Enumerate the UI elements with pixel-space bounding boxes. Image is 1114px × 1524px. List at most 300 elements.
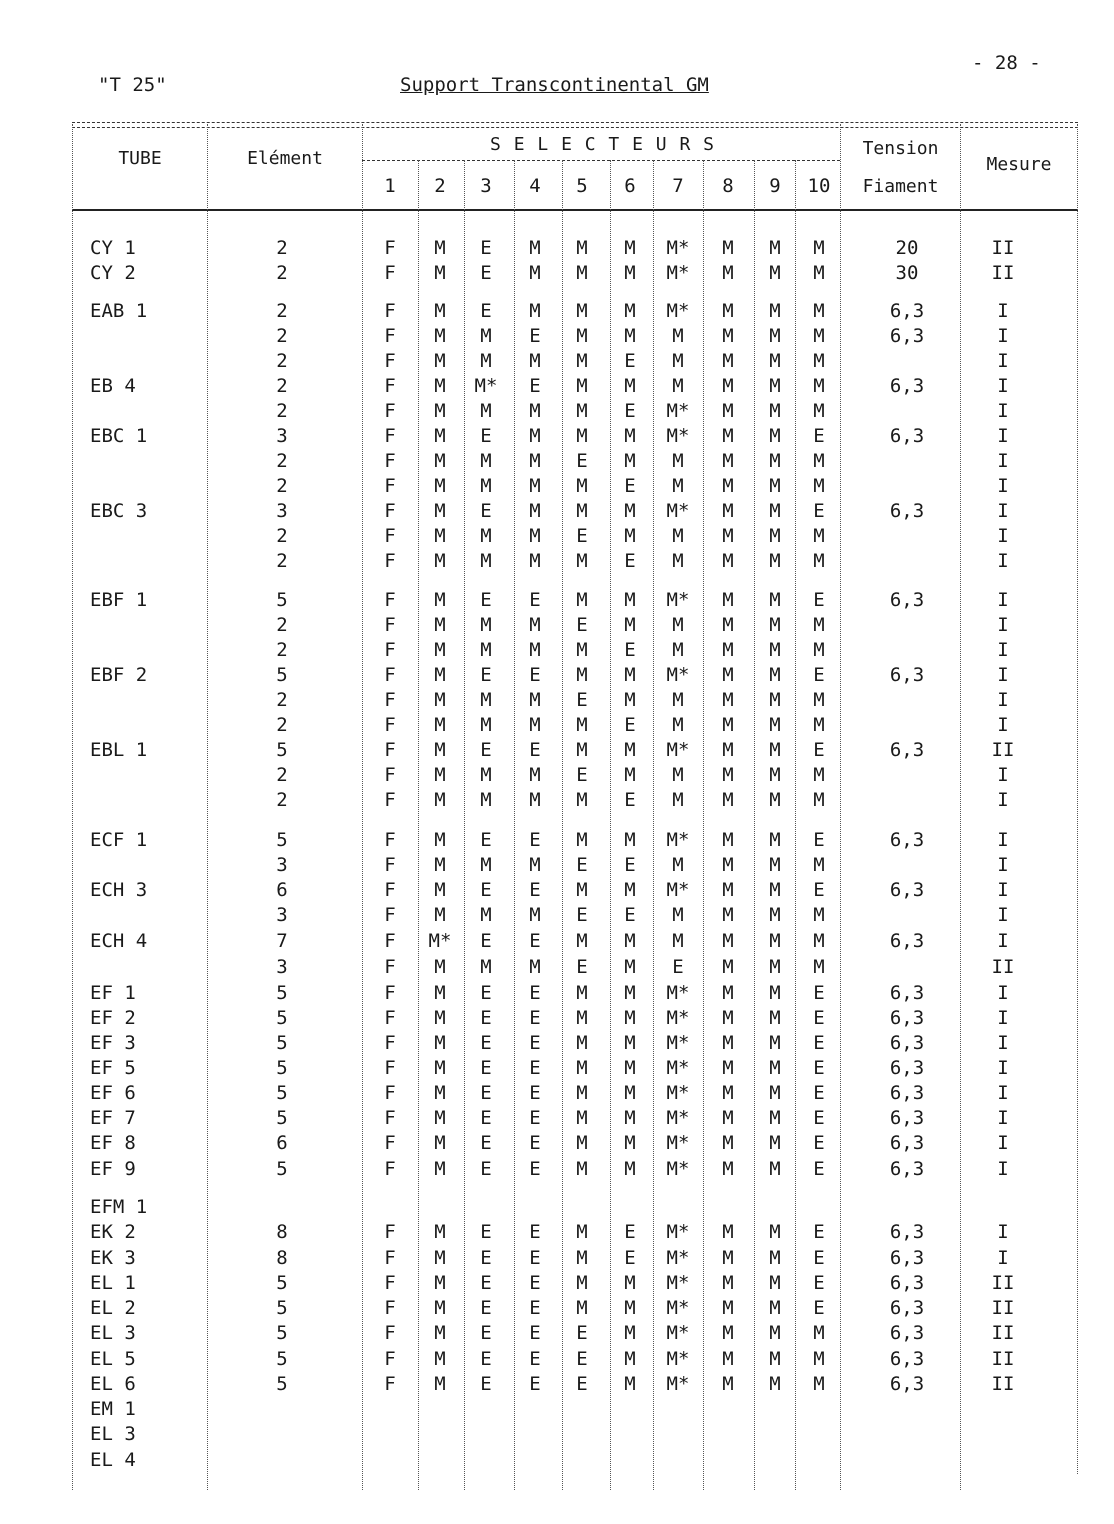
selector-cell: M <box>434 739 446 761</box>
element-cell: 2 <box>276 400 288 422</box>
selector-cell: M <box>722 450 734 472</box>
selector-cell: M <box>672 689 684 711</box>
selector-cell: M <box>624 664 636 686</box>
selector-cell: M* <box>666 1221 690 1243</box>
selector-cell: E <box>813 1272 825 1294</box>
table-row <box>0 1271 1114 1296</box>
element-cell: 5 <box>276 1158 288 1180</box>
selector-cell: M <box>434 1158 446 1180</box>
table-row <box>0 1081 1114 1106</box>
selector-cell: M <box>672 450 684 472</box>
selector-cell: E <box>813 739 825 761</box>
selector-cell: M <box>624 1032 636 1054</box>
tube-cell: EL 1 <box>90 1272 136 1294</box>
selector-cell: M <box>434 789 446 811</box>
selector-cell: M <box>529 262 541 284</box>
selector-cell: M <box>722 1132 734 1154</box>
selector-cell: M <box>769 1348 781 1370</box>
selector-cell: E <box>813 1132 825 1154</box>
selector-cell: M <box>434 1007 446 1029</box>
mesure-cell: II <box>991 1322 1015 1344</box>
selector-cell: M <box>434 262 446 284</box>
selector-cell: M <box>769 904 781 926</box>
selector-cell: M <box>434 614 446 636</box>
table-row <box>0 853 1114 878</box>
tube-cell: EF 1 <box>90 982 136 1004</box>
selector-cell: M <box>434 300 446 322</box>
header-bottom-rule <box>72 209 1078 211</box>
table-row <box>0 1006 1114 1031</box>
selector-cell: M* <box>666 500 690 522</box>
selector-cell: M <box>529 956 541 978</box>
selector-cell: E <box>576 614 588 636</box>
table-row <box>0 499 1114 524</box>
mesure-cell: I <box>997 525 1009 547</box>
selector-cell: M <box>624 739 636 761</box>
selector-cell: E <box>529 325 541 347</box>
selector-cell: M <box>722 829 734 851</box>
element-cell: 2 <box>276 237 288 259</box>
mesure-cell: I <box>997 854 1009 876</box>
selector-cell: M <box>769 589 781 611</box>
selector-cell: M <box>480 639 492 661</box>
selector-cell: E <box>576 904 588 926</box>
selector-cell: M <box>769 639 781 661</box>
mesure-cell: II <box>991 1297 1015 1319</box>
tension-cell: 20 <box>895 237 919 259</box>
mesure-cell: II <box>991 739 1015 761</box>
selector-cell: M <box>769 1132 781 1154</box>
tube-cell: EK 2 <box>90 1221 136 1243</box>
selector-cell: M <box>480 350 492 372</box>
selector-cell: E <box>529 1373 541 1395</box>
selector-cell: E <box>480 829 492 851</box>
selector-cell: E <box>813 1007 825 1029</box>
selector-cell: M <box>434 1297 446 1319</box>
selector-cell: M <box>769 325 781 347</box>
element-cell: 2 <box>276 764 288 786</box>
tube-cell: EL 3 <box>90 1423 136 1445</box>
selector-cell: M <box>434 237 446 259</box>
selector-cell: M <box>672 714 684 736</box>
selector-cell: M* <box>666 1297 690 1319</box>
selector-cell: M <box>813 475 825 497</box>
tension-cell: 6,3 <box>889 589 925 611</box>
tension-cell: 6,3 <box>889 930 925 952</box>
selector-cell: E <box>529 1322 541 1344</box>
selector-cell: F <box>384 930 396 952</box>
table-top-rule <box>72 122 1078 123</box>
selector-cell: E <box>480 1247 492 1269</box>
selector-cell: M <box>722 904 734 926</box>
tension-cell: 6,3 <box>889 739 925 761</box>
selector-cell: M <box>624 764 636 786</box>
table-row <box>0 903 1114 928</box>
selector-cell: M <box>769 1247 781 1269</box>
tube-cell: ECH 4 <box>90 930 148 952</box>
tension-cell: 6,3 <box>889 1158 925 1180</box>
mesure-cell: I <box>997 1057 1009 1079</box>
tube-cell: EF 5 <box>90 1057 136 1079</box>
selector-cell: M <box>769 525 781 547</box>
selector-cell: M <box>576 930 588 952</box>
selector-cell: M <box>722 400 734 422</box>
selector-cell: M <box>624 930 636 952</box>
table-row <box>0 1157 1114 1182</box>
selector-cell: M <box>529 639 541 661</box>
selector-cell: M <box>576 550 588 572</box>
selector-cell: E <box>529 1057 541 1079</box>
selector-cell: M <box>624 1272 636 1294</box>
selector-cell: F <box>384 525 396 547</box>
selector-cell: M <box>434 956 446 978</box>
selector-cell: E <box>813 1247 825 1269</box>
selector-cell: M <box>813 375 825 397</box>
selector-cell: M <box>769 1272 781 1294</box>
selector-cell: M <box>672 930 684 952</box>
selector-number: 8 <box>722 175 734 197</box>
selector-cell: M <box>722 1032 734 1054</box>
selector-cell: M* <box>666 589 690 611</box>
selector-cell: M <box>576 1007 588 1029</box>
selector-cell: E <box>529 739 541 761</box>
selector-cell: M <box>624 525 636 547</box>
selector-cell: F <box>384 350 396 372</box>
selector-cell: M <box>434 904 446 926</box>
table-row <box>0 1347 1114 1372</box>
selector-cell: M* <box>666 1272 690 1294</box>
tube-cell: CY 1 <box>90 237 136 259</box>
selector-cell: E <box>480 589 492 611</box>
selector-cell: F <box>384 1348 396 1370</box>
selector-cell: E <box>624 854 636 876</box>
tension-cell: 6,3 <box>889 1007 925 1029</box>
mesure-cell: I <box>997 450 1009 472</box>
selector-cell: M <box>624 1373 636 1395</box>
mesure-cell: I <box>997 639 1009 661</box>
table-row <box>0 955 1114 980</box>
selector-cell: M <box>672 904 684 926</box>
selector-cell: F <box>384 879 396 901</box>
table-row <box>0 1372 1114 1397</box>
mesure-cell: I <box>997 375 1009 397</box>
mesure-cell: II <box>991 237 1015 259</box>
mesure-cell: I <box>997 475 1009 497</box>
selector-cell: M* <box>666 1057 690 1079</box>
selector-number: 2 <box>434 175 446 197</box>
table-row <box>0 349 1114 374</box>
selector-cell: M <box>434 879 446 901</box>
selector-cell: E <box>813 1297 825 1319</box>
selector-cell: E <box>480 1322 492 1344</box>
selector-number: 7 <box>672 175 684 197</box>
tube-cell: EF 3 <box>90 1032 136 1054</box>
selector-cell: M* <box>666 739 690 761</box>
selector-cell: M <box>529 450 541 472</box>
selector-cell: M <box>624 1322 636 1344</box>
selector-cell: M <box>722 589 734 611</box>
selector-cell: E <box>480 1032 492 1054</box>
selector-cell: M <box>769 450 781 472</box>
selector-cell: M <box>722 325 734 347</box>
selector-cell: M* <box>428 930 452 952</box>
tension-cell: 6,3 <box>889 425 925 447</box>
selector-cell: M <box>624 879 636 901</box>
selector-cell: E <box>529 930 541 952</box>
selector-cell: M <box>813 689 825 711</box>
selector-cell: M <box>722 1373 734 1395</box>
table-row <box>0 424 1114 449</box>
selector-cell: E <box>529 1297 541 1319</box>
selector-cell: M <box>576 1272 588 1294</box>
selector-cell: M <box>769 425 781 447</box>
selector-cell: F <box>384 450 396 472</box>
selector-cell: E <box>529 1272 541 1294</box>
selector-cell: M <box>722 739 734 761</box>
element-cell: 3 <box>276 854 288 876</box>
selector-cell: M* <box>666 1348 690 1370</box>
tension-cell: 6,3 <box>889 829 925 851</box>
selector-cell: M <box>769 1032 781 1054</box>
selector-cell: M <box>624 300 636 322</box>
selector-cell: F <box>384 1107 396 1129</box>
selector-cell: E <box>480 1297 492 1319</box>
selector-cell: M <box>624 425 636 447</box>
selector-cell: E <box>813 982 825 1004</box>
selector-cell: F <box>384 1247 396 1269</box>
tension-cell: 6,3 <box>889 1272 925 1294</box>
tube-cell: EM 1 <box>90 1398 136 1420</box>
element-cell: 3 <box>276 500 288 522</box>
selector-cell: E <box>813 829 825 851</box>
selector-cell: M* <box>666 1032 690 1054</box>
tension-cell: 6,3 <box>889 1247 925 1269</box>
element-cell: 2 <box>276 614 288 636</box>
selector-cell: M <box>480 400 492 422</box>
selector-cell: M <box>722 982 734 1004</box>
table-row <box>0 1220 1114 1245</box>
selector-cell: E <box>624 475 636 497</box>
selector-cell: M <box>576 1057 588 1079</box>
selector-cell: M <box>434 1032 446 1054</box>
table-row <box>0 236 1114 261</box>
selector-cell: M <box>813 325 825 347</box>
selector-cell: E <box>813 1082 825 1104</box>
table-row <box>0 1321 1114 1346</box>
selector-cell: E <box>480 1158 492 1180</box>
element-cell: 2 <box>276 475 288 497</box>
selector-cell: M <box>722 475 734 497</box>
selector-cell: M <box>529 350 541 372</box>
selector-cell: M <box>576 639 588 661</box>
selector-cell: E <box>576 525 588 547</box>
element-cell: 5 <box>276 1322 288 1344</box>
mesure-cell: I <box>997 689 1009 711</box>
selector-cell: M <box>434 325 446 347</box>
document-reference: "T 25" <box>98 74 167 96</box>
table-row <box>0 738 1114 763</box>
selector-cell: M <box>529 689 541 711</box>
selector-cell: M <box>769 475 781 497</box>
selector-cell: M <box>434 1322 446 1344</box>
element-cell: 5 <box>276 1082 288 1104</box>
selector-cell: M <box>813 550 825 572</box>
selector-cell: M <box>624 614 636 636</box>
table-row <box>0 929 1114 954</box>
tube-cell: EF 9 <box>90 1158 136 1180</box>
selector-cell: M <box>769 764 781 786</box>
selecteurs-rule <box>362 160 840 161</box>
selector-cell: M <box>769 854 781 876</box>
mesure-cell: I <box>997 879 1009 901</box>
tube-cell: EF 6 <box>90 1082 136 1104</box>
tension-cell: 30 <box>895 262 919 284</box>
selector-cell: E <box>529 1082 541 1104</box>
selector-cell: F <box>384 714 396 736</box>
table-row <box>0 788 1114 813</box>
selector-cell: M <box>722 664 734 686</box>
tube-cell: EFM 1 <box>90 1196 148 1218</box>
selector-cell: M <box>529 475 541 497</box>
selector-cell: M <box>624 450 636 472</box>
selector-cell: M <box>576 400 588 422</box>
table-row <box>0 1448 1114 1473</box>
table-row <box>0 1246 1114 1271</box>
selector-cell: M <box>434 1057 446 1079</box>
selector-cell: M <box>769 400 781 422</box>
selector-cell: E <box>480 739 492 761</box>
selector-cell: M <box>672 614 684 636</box>
selector-cell: E <box>480 930 492 952</box>
selector-cell: M <box>480 956 492 978</box>
selector-cell: E <box>480 1272 492 1294</box>
mesure-cell: I <box>997 1107 1009 1129</box>
selector-cell: M <box>722 789 734 811</box>
mesure-cell: II <box>991 1348 1015 1370</box>
selector-cell: M <box>576 664 588 686</box>
table-row <box>0 588 1114 613</box>
selector-cell: F <box>384 1221 396 1243</box>
mesure-cell: I <box>997 350 1009 372</box>
element-cell: 2 <box>276 375 288 397</box>
selector-cell: M <box>576 425 588 447</box>
selector-cell: M <box>529 764 541 786</box>
selector-cell: E <box>624 1221 636 1243</box>
selector-cell: M <box>529 237 541 259</box>
selector-cell: M <box>529 400 541 422</box>
selector-cell: M* <box>666 1082 690 1104</box>
selector-cell: M <box>480 450 492 472</box>
selector-cell: F <box>384 237 396 259</box>
selector-cell: M <box>672 854 684 876</box>
selector-cell: F <box>384 500 396 522</box>
mesure-cell: I <box>997 1247 1009 1269</box>
selector-cell: M* <box>666 1007 690 1029</box>
selector-cell: M <box>813 450 825 472</box>
selector-cell: E <box>672 956 684 978</box>
element-cell: 2 <box>276 789 288 811</box>
selector-cell: M <box>769 375 781 397</box>
selector-cell: F <box>384 1322 396 1344</box>
mesure-cell: I <box>997 1032 1009 1054</box>
tube-cell: EL 5 <box>90 1348 136 1370</box>
selector-cell: M <box>769 664 781 686</box>
tube-cell: EAB 1 <box>90 300 148 322</box>
selector-cell: M <box>480 325 492 347</box>
selector-cell: M <box>813 854 825 876</box>
mesure-cell: I <box>997 764 1009 786</box>
selector-cell: M <box>529 500 541 522</box>
selector-cell: E <box>480 500 492 522</box>
selector-cell: M <box>722 1348 734 1370</box>
selector-cell: M <box>722 1057 734 1079</box>
mesure-cell: I <box>997 300 1009 322</box>
selector-cell: M <box>769 350 781 372</box>
header-mesure: Mesure <box>986 154 1052 175</box>
selector-cell: M <box>722 1082 734 1104</box>
selector-cell: E <box>529 1032 541 1054</box>
tube-cell: EBF 1 <box>90 589 148 611</box>
selector-cell: M <box>576 739 588 761</box>
table-row <box>0 549 1114 574</box>
selector-cell: M <box>722 956 734 978</box>
selector-cell: M <box>576 829 588 851</box>
selector-cell: M <box>624 325 636 347</box>
selector-cell: F <box>384 614 396 636</box>
header-tension: Tension <box>862 138 939 159</box>
tube-cell: EL 6 <box>90 1373 136 1395</box>
selector-cell: M <box>576 475 588 497</box>
selector-cell: M <box>529 904 541 926</box>
selector-cell: M <box>722 525 734 547</box>
selector-cell: M <box>529 854 541 876</box>
tube-cell: EL 3 <box>90 1322 136 1344</box>
selector-cell: M <box>529 550 541 572</box>
element-cell: 5 <box>276 1272 288 1294</box>
selector-cell: M <box>722 614 734 636</box>
selector-cell: E <box>624 1247 636 1269</box>
tension-cell: 6,3 <box>889 1032 925 1054</box>
selector-cell: M <box>769 1158 781 1180</box>
selector-cell: M <box>529 525 541 547</box>
selector-cell: M <box>624 1158 636 1180</box>
selector-cell: E <box>576 1348 588 1370</box>
tube-cell: EBL 1 <box>90 739 148 761</box>
table-row <box>0 324 1114 349</box>
mesure-cell: II <box>991 262 1015 284</box>
selector-cell: F <box>384 1272 396 1294</box>
selector-cell: M* <box>666 1373 690 1395</box>
selector-cell: M <box>480 614 492 636</box>
selector-cell: M <box>813 614 825 636</box>
selector-cell: M* <box>666 262 690 284</box>
selector-cell: M <box>529 425 541 447</box>
document-title: Support Transcontinental GM <box>400 74 709 96</box>
selector-cell: M <box>769 1007 781 1029</box>
mesure-cell: I <box>997 1221 1009 1243</box>
selector-cell: M <box>672 475 684 497</box>
selector-cell: F <box>384 1032 396 1054</box>
mesure-cell: I <box>997 500 1009 522</box>
selector-cell: M <box>672 525 684 547</box>
selector-cell: E <box>576 450 588 472</box>
selector-cell: M <box>722 500 734 522</box>
selector-cell: E <box>480 1007 492 1029</box>
selector-cell: M <box>769 689 781 711</box>
selector-cell: E <box>813 500 825 522</box>
selector-cell: M <box>769 739 781 761</box>
selector-cell: M <box>480 550 492 572</box>
